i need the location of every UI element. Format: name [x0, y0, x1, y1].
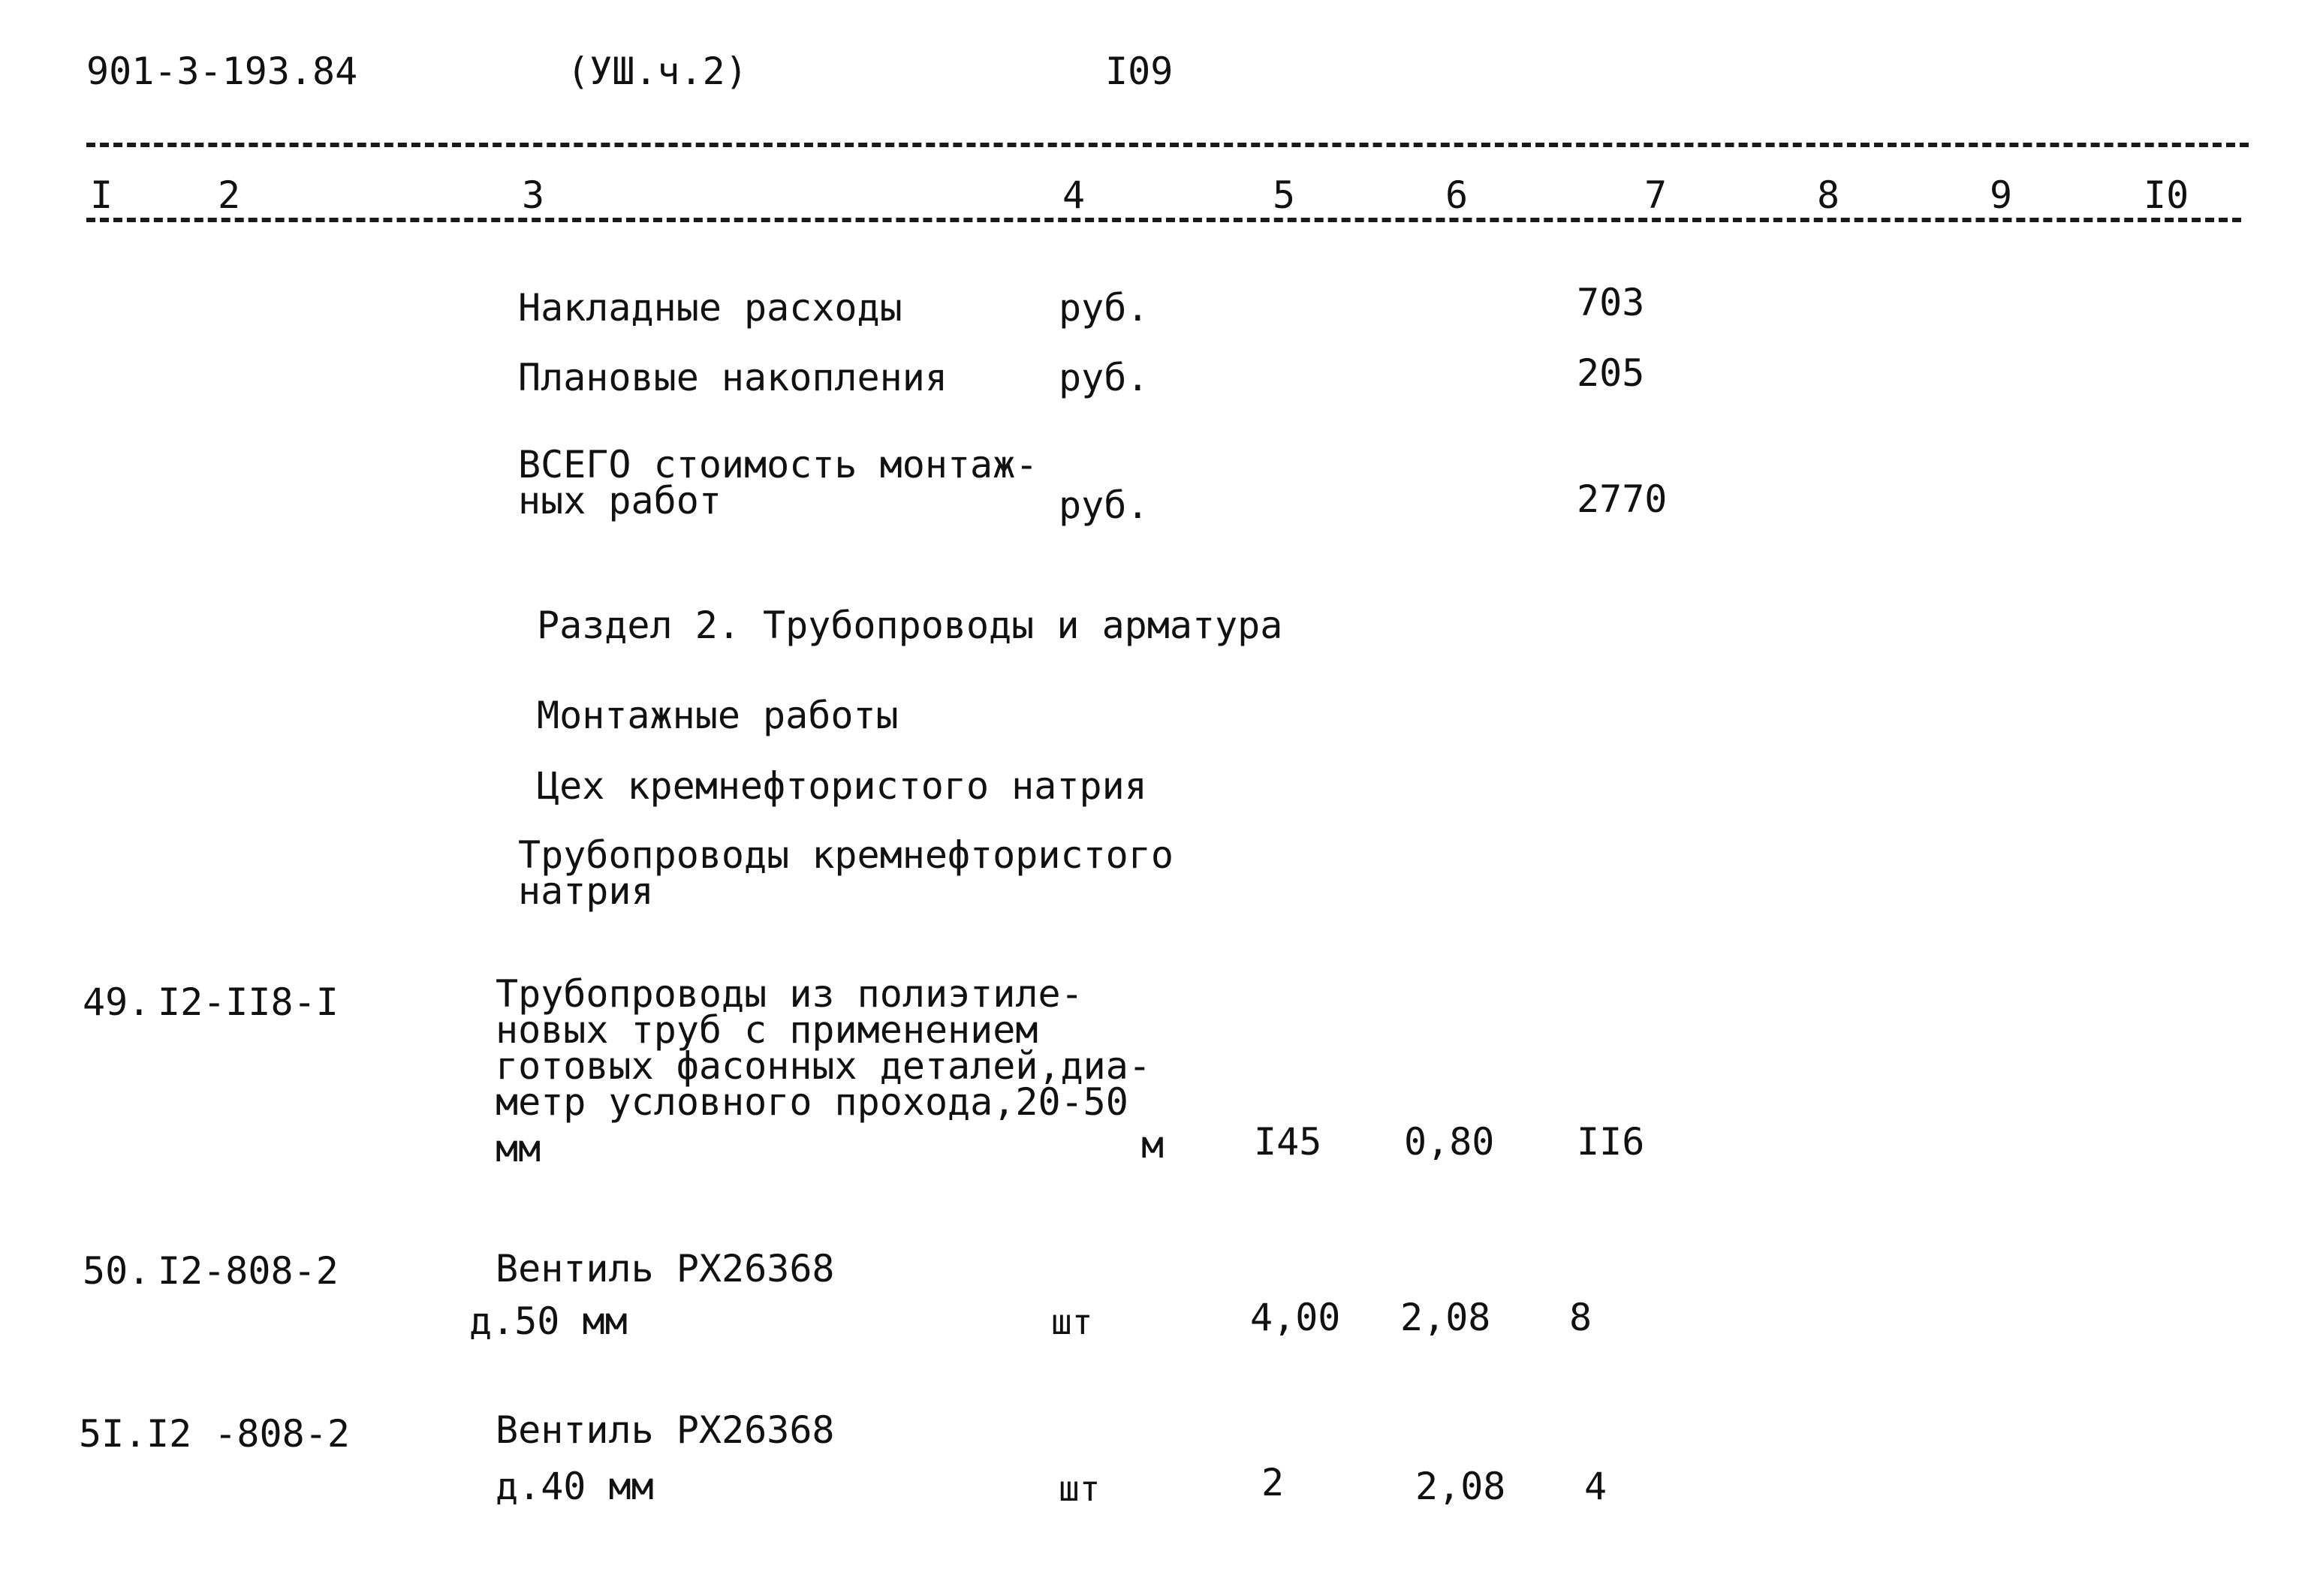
section-heading: Раздел 2. Трубопроводы и арматура [537, 604, 1283, 647]
header-separator-line [86, 143, 2249, 147]
planned-savings-unit: руб. [1059, 356, 1149, 399]
row-51-description-tail: д.40 мм [496, 1465, 654, 1508]
column-number-4: 4 [1062, 173, 1086, 217]
row-50-number: 50. [83, 1249, 151, 1293]
page-number: I09 [1105, 50, 1174, 93]
document-code: 901-3-193.84 [86, 50, 358, 93]
total-installation-cost-label: ВСЕГО стоимость монтаж- ных работ [518, 443, 1038, 522]
column-number-1: I [90, 173, 113, 217]
column-header-underline [86, 218, 2241, 222]
row-50-description: Вентиль РХ26368 [496, 1247, 835, 1290]
volume-label: (УШ.ч.2) [567, 50, 748, 93]
works-heading: Монтажные работы [537, 694, 899, 737]
row-49-code: I2-II8-I [158, 980, 339, 1024]
column-number-8: 8 [1817, 173, 1840, 217]
row-51-unit: шт [1059, 1468, 1101, 1509]
row-50-unit-price: 2,08 [1400, 1296, 1491, 1339]
column-number-3: 3 [522, 173, 545, 217]
planned-savings-value: 205 [1577, 351, 1645, 395]
row-50-code: I2-808-2 [158, 1249, 339, 1293]
column-number-2: 2 [218, 173, 241, 217]
pipeline-group-heading: Трубопроводы кремнефтористого натрия [518, 833, 1174, 913]
planned-savings-label: Плановые накопления [518, 356, 948, 399]
row-51-total: 4 [1584, 1465, 1607, 1508]
shop-heading: Цех кремнефтористого натрия [537, 764, 1147, 808]
total-installation-cost-unit: руб. [1059, 483, 1149, 527]
row-50-unit: шт [1051, 1302, 1093, 1342]
overhead-label: Накладные расходы [518, 286, 902, 330]
column-number-9: 9 [1990, 173, 2013, 217]
row-50-quantity: 4,00 [1250, 1296, 1341, 1339]
row-51-quantity: 2 [1261, 1461, 1285, 1504]
row-51-unit-price: 2,08 [1415, 1465, 1506, 1508]
column-number-7: 7 [1644, 173, 1668, 217]
row-51-number: 5I. [79, 1412, 147, 1456]
row-49-description: Трубопроводы из полиэтиле- новых труб с применением готовых фасонных деталей,диа- метр условного прохода,20-50 [496, 972, 1151, 1124]
row-49-unit: м [1141, 1123, 1165, 1167]
row-49-unit-price: 0,80 [1404, 1120, 1495, 1164]
row-51-code: I2 -808-2 [146, 1412, 350, 1456]
overhead-value: 703 [1577, 281, 1645, 324]
total-installation-cost-value: 2770 [1577, 477, 1668, 521]
row-50-description-tail: д.50 мм [469, 1299, 628, 1343]
row-49-description-tail: мм [496, 1127, 541, 1170]
column-number-5: 5 [1273, 173, 1296, 217]
row-49-total: II6 [1577, 1120, 1645, 1164]
column-number-10: I0 [2144, 173, 2189, 217]
overhead-unit: руб. [1059, 286, 1149, 330]
column-number-6: 6 [1445, 173, 1469, 217]
row-49-number: 49. [83, 980, 151, 1024]
row-49-quantity: I45 [1254, 1120, 1322, 1164]
row-50-total: 8 [1569, 1296, 1592, 1339]
row-51-description: Вентиль РХ26368 [496, 1408, 835, 1452]
